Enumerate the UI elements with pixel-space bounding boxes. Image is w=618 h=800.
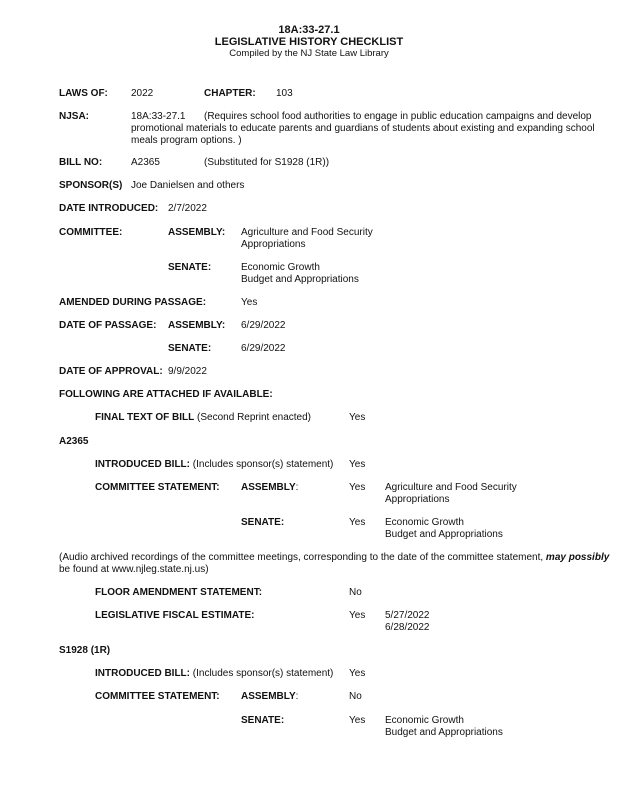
njsa-description-line1: (Requires school food authorities to engage in public education campaigns and develop: [204, 111, 592, 122]
final-text-row: [95, 412, 311, 424]
s1928-cs-assembly-value: No: [349, 691, 362, 702]
date-of-approval-value: 9/9/2022: [168, 366, 207, 377]
a2365-cs-assembly-line1: Agriculture and Food Security: [385, 482, 517, 493]
final-text-label: FINAL TEXT OF BILL: [95, 412, 195, 423]
bill-no-label: BILL NO:: [59, 157, 103, 168]
amended-label: AMENDED DURING PASSAGE:: [59, 297, 207, 308]
a2365-intro-label: INTRODUCED BILL:: [95, 459, 190, 470]
document-subtitle: Compiled by the NJ State Law Library: [229, 48, 389, 59]
committee-senate-label: SENATE:: [168, 262, 212, 273]
final-text-note: (Second Reprint enacted): [197, 412, 312, 423]
audio-note-part1: (Audio archived recordings of the committee meetings, corresponding to the date of the committee statement,: [59, 552, 546, 563]
njsa-description-line3: meals program options. ): [131, 135, 242, 146]
a2365-cs-label: COMMITTEE STATEMENT:: [95, 482, 220, 493]
s1928-cs-senate-line1: Economic Growth: [385, 715, 464, 726]
laws-of-value: 2022: [131, 88, 154, 99]
s1928-cs-assembly-colon: :: [295, 691, 299, 702]
sponsors-value: Joe Danielsen and others: [131, 180, 245, 191]
floor-amendment-value: No: [349, 587, 362, 598]
committee-senate-line2: Budget and Appropriations: [241, 274, 359, 285]
fiscal-estimate-date2: 6/28/2022: [385, 622, 430, 633]
s1928-cs-senate-value: Yes: [349, 715, 366, 726]
committee-assembly-line2: Appropriations: [241, 239, 306, 250]
a2365-cs-assembly: [241, 482, 298, 494]
a2365-cs-senate-line2: Budget and Appropriations: [385, 529, 503, 540]
date-introduced-label: DATE INTRODUCED:: [59, 203, 159, 214]
fiscal-estimate-label: LEGISLATIVE FISCAL ESTIMATE:: [95, 610, 255, 621]
a2365-cs-assembly-colon: :: [295, 482, 299, 493]
a2365-cs-senate-label: SENATE:: [241, 517, 285, 528]
passage-assembly-label: ASSEMBLY:: [168, 320, 226, 331]
njsa-value: 18A:33-27.1: [131, 111, 186, 122]
a2365-cs-assembly-label: ASSEMBLY: [241, 482, 296, 493]
audio-note-emphasis: may possibly: [545, 552, 610, 563]
passage-assembly-value: 6/29/2022: [241, 320, 286, 331]
a2365-intro-note: (Includes sponsor(s) statement): [192, 459, 334, 470]
chapter-value: 103: [276, 88, 293, 99]
audio-note-line2: be found at www.njleg.state.nj.us): [59, 564, 209, 575]
s1928-cs-label: COMMITTEE STATEMENT:: [95, 691, 220, 702]
a2365-cs-assembly-value: Yes: [349, 482, 366, 493]
njsa-description-line2: promotional materials to educate parents and guardians of students about existing and expanding school: [131, 123, 595, 134]
committee-senate-line1: Economic Growth: [241, 262, 320, 273]
substituted-note: (Substituted for S1928 (1R)): [204, 157, 330, 168]
njsa-label: NJSA:: [59, 111, 90, 122]
s1928-intro-row: [95, 668, 333, 680]
a2365-heading: A2365: [59, 436, 89, 447]
s1928-intro-label: INTRODUCED BILL:: [95, 668, 190, 679]
document-code: 18A:33-27.1: [278, 24, 340, 36]
a2365-cs-senate-value: Yes: [349, 517, 366, 528]
s1928-intro-value: Yes: [349, 668, 366, 679]
attachments-heading: FOLLOWING ARE ATTACHED IF AVAILABLE:: [59, 389, 273, 400]
s1928-cs-senate-line2: Budget and Appropriations: [385, 727, 503, 738]
amended-value: Yes: [241, 297, 258, 308]
chapter-label: CHAPTER:: [204, 88, 256, 99]
committee-assembly-label: ASSEMBLY:: [168, 227, 226, 238]
a2365-cs-assembly-line2: Appropriations: [385, 494, 450, 505]
s1928-cs-assembly-label: ASSEMBLY: [241, 691, 296, 702]
bill-no-value: A2365: [131, 157, 160, 168]
a2365-cs-senate-line1: Economic Growth: [385, 517, 464, 528]
floor-amendment-label: FLOOR AMENDMENT STATEMENT:: [95, 587, 263, 598]
passage-senate-label: SENATE:: [168, 343, 212, 354]
final-text-value: Yes: [349, 412, 366, 423]
s1928-cs-assembly: [241, 691, 298, 703]
audio-note-line1: [59, 552, 609, 564]
s1928-intro-note: (Includes sponsor(s) statement): [192, 668, 334, 679]
laws-of-label: LAWS OF:: [59, 88, 108, 99]
date-of-passage-label: DATE OF PASSAGE:: [59, 320, 157, 331]
date-introduced-value: 2/7/2022: [168, 203, 207, 214]
passage-senate-value: 6/29/2022: [241, 343, 286, 354]
fiscal-estimate-date1: 5/27/2022: [385, 610, 430, 621]
committee-assembly-line1: Agriculture and Food Security: [241, 227, 373, 238]
s1928-cs-senate-label: SENATE:: [241, 715, 285, 726]
sponsors-label: SPONSOR(S): [59, 180, 123, 191]
a2365-intro-row: [95, 459, 333, 471]
committee-label: COMMITTEE:: [59, 227, 123, 238]
s1928-heading: S1928 (1R): [59, 645, 111, 656]
document-title: LEGISLATIVE HISTORY CHECKLIST: [214, 36, 404, 48]
date-of-approval-label: DATE OF APPROVAL:: [59, 366, 163, 377]
a2365-intro-value: Yes: [349, 459, 366, 470]
fiscal-estimate-value: Yes: [349, 610, 366, 621]
